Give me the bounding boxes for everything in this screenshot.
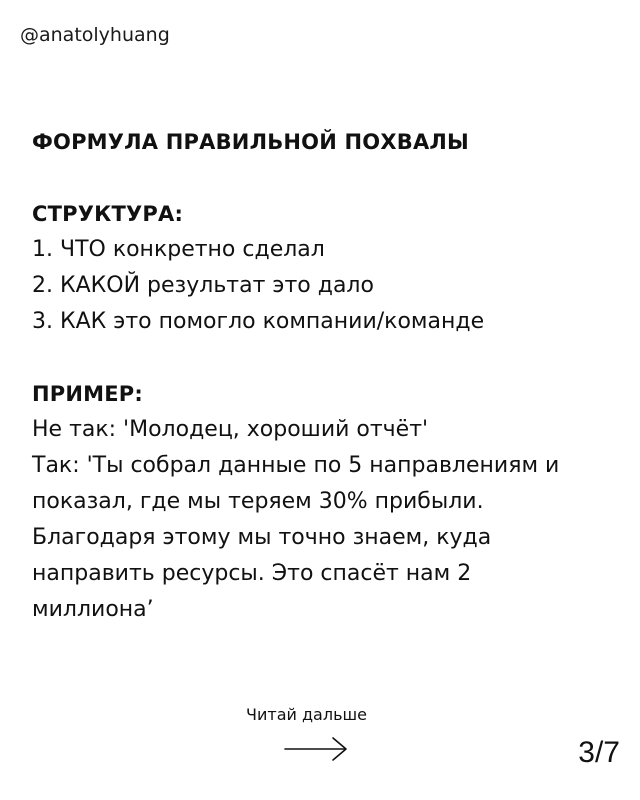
structure-heading: СТРУКТУРА: (32, 202, 184, 226)
post-body (32, 124, 622, 628)
example-line: направить ресурсы. Это спасёт нам 2 (32, 561, 472, 586)
example-line: Благодаря этому мы точно знаем, куда (32, 525, 492, 550)
structure-item-3: 3. КАК это помогло компании/команде (32, 309, 485, 334)
post-title: ФОРМУЛА ПРАВИЛЬНОЙ ПОХВАЛЫ (32, 130, 470, 154)
arrow-right-icon[interactable] (283, 735, 349, 763)
structure-item-1: 1. ЧТО конкретно сделал (32, 237, 325, 262)
example-line: миллиона’ (32, 597, 154, 622)
example-heading: ПРИМЕР: (32, 382, 143, 406)
example-line: Так: 'Ты собрал данные по 5 направлениям и (32, 453, 560, 478)
example-line: показал, где мы теряем 30% прибыли. (32, 489, 484, 514)
page-indicator: 3/7 (578, 736, 620, 769)
read-more-label[interactable]: Читай дальше (246, 705, 367, 724)
author-handle: @anatolyhuang (20, 24, 170, 46)
spacer (32, 340, 622, 376)
spacer (32, 160, 622, 196)
example-line: Не так: 'Молодец, хороший отчёт' (32, 417, 429, 442)
structure-item-2: 2. КАКОЙ результат это дало (32, 273, 374, 298)
